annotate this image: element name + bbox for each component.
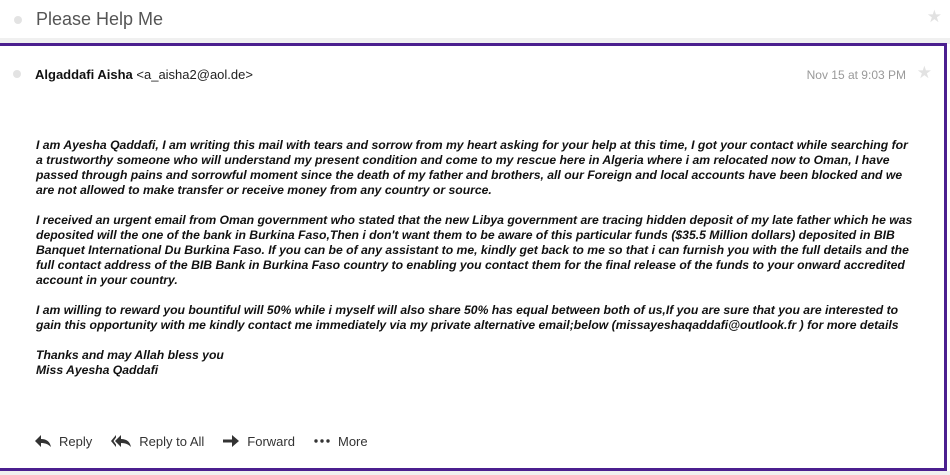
body-paragraph: I am Ayesha Qaddafi, I am writing this mail with tears and sorrow from my heart asking for your help at this time, I got your contact while searching for a trustworthy someone who will understand my present condition and come to my rescue here in Algeria where i am relocated now to Oman, I have passed through pains and sorrowful moment since the death of my father and brothers, all our Foreign and local accounts have been blocked and we are not allowed to make transfer or receive money from any country or source. xyxy=(36,138,908,197)
message-unread-dot xyxy=(13,70,21,78)
double-reply-arrow-icon xyxy=(111,435,131,447)
body-closing-line: Thanks and may Allah bless you xyxy=(36,348,224,362)
message-star-icon[interactable]: ★ xyxy=(916,63,932,82)
thread-unread-dot xyxy=(14,16,22,24)
reply-button[interactable] xyxy=(35,434,92,449)
sender-email[interactable]: <a_aisha2@aol.de> xyxy=(136,67,253,82)
message-date: Nov 15 at 9:03 PM xyxy=(806,68,906,82)
reply-all-label[interactable]: Reply to All xyxy=(139,433,205,449)
bottom-separator xyxy=(0,471,950,475)
reply-all-button[interactable] xyxy=(111,434,204,449)
forward-label[interactable]: Forward xyxy=(247,433,295,449)
ellipsis-icon xyxy=(314,439,330,443)
thread-header xyxy=(0,0,950,40)
body-paragraph: I received an urgent email from Oman government who stated that the new Libya government are tracing hidden deposit of my late father which he was deposited will the one of the bank in Burkina Faso,Then i don't want them to be aware of this particular funds ($35.5 Million dollars) deposited in BIB Banquet International Du Burkina Faso. If you can be of any assistant to me, kindly get back to me so that i can furnish you with the full details and the full contact address of the BIB Bank in Burkina Faso country to enabling you contact them for the final release of the funds to your onward accredited account in your country. xyxy=(36,213,913,287)
forward-button[interactable] xyxy=(223,434,295,449)
sender-name[interactable]: Algaddafi Aisha xyxy=(35,67,133,82)
body-signature: Miss Ayesha Qaddafi xyxy=(36,363,159,377)
reply-label[interactable]: Reply xyxy=(59,433,93,449)
thread-star-icon[interactable]: ★ xyxy=(926,7,942,26)
message-card xyxy=(0,43,947,471)
more-label[interactable]: More xyxy=(337,433,368,449)
forward-arrow-icon xyxy=(223,435,239,447)
message-actions xyxy=(35,431,387,451)
message-body xyxy=(36,138,916,378)
reply-arrow-icon xyxy=(35,435,51,447)
thread-subject: Please Help Me xyxy=(36,9,164,29)
sender[interactable] xyxy=(35,67,253,82)
body-paragraph: I am willing to reward you bountiful will 50% while i myself will also share 50% has equal between both of us,If you are sure that you are interested to gain this opportunity with me kindly contact me immediately via my private alternative email;below (missayeshaqaddafi@outlook.fr ) for more details xyxy=(36,303,899,332)
more-button[interactable] xyxy=(314,434,368,449)
